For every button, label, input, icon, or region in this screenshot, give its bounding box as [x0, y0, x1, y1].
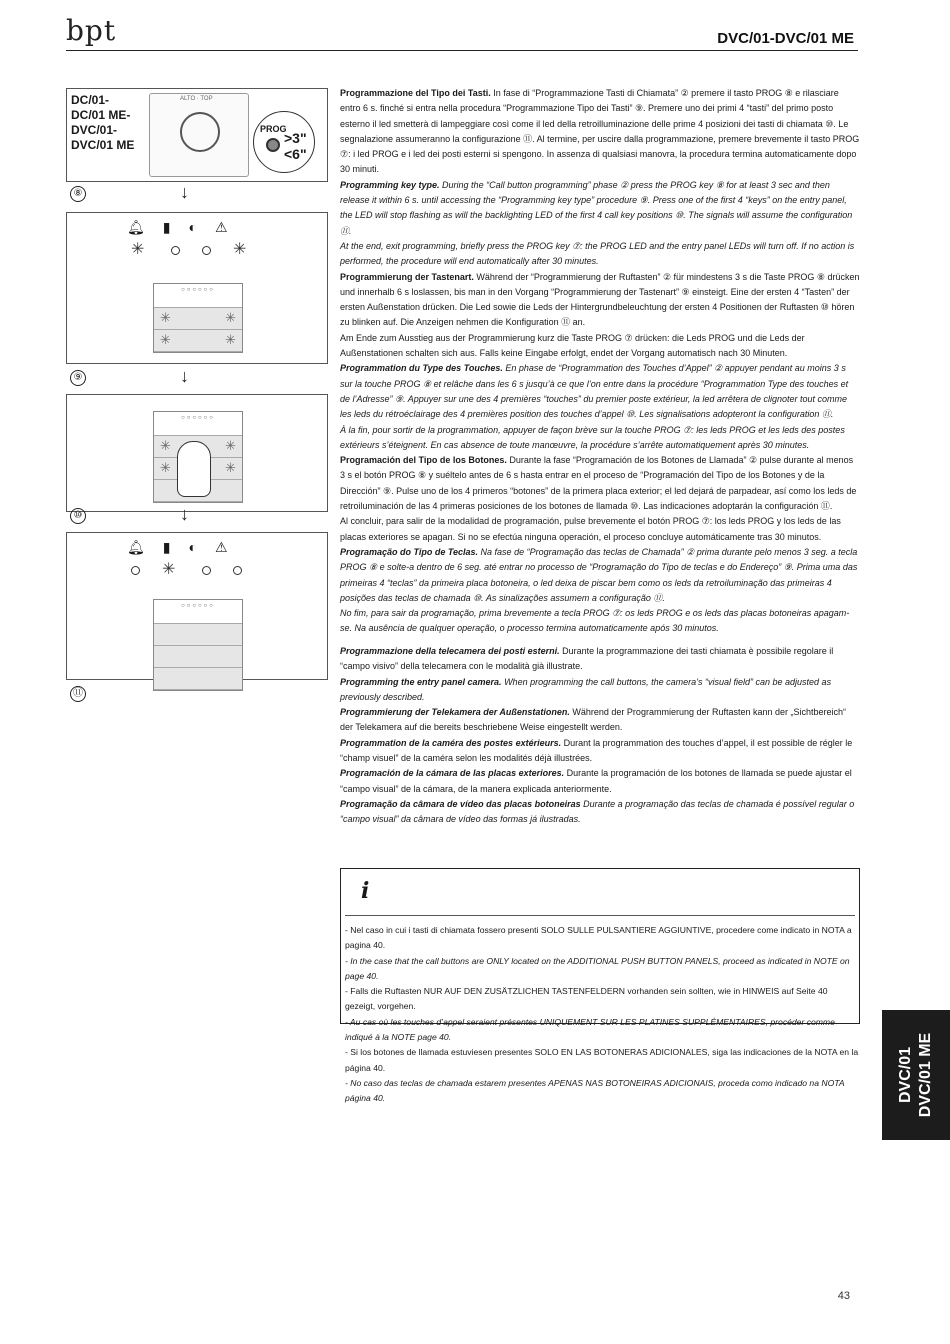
led-off	[233, 566, 242, 575]
keypad-leds: ○○○○○○	[154, 600, 242, 624]
body-fr: En phase de “Programmation des Touches d’Appel” ② appuyer pendant au moins 3 s sur la touche PROG ⑧ et relâche dans les 6 s jusqu’à ce que l’on entre dans la procédure “Programmation Type des touches et de l’Adresse” ⑨. Appuyer sur une des 4 premières “touches” du premier poste extérieur, la led arrêtera de clignoter tout comme les leds du rétroéclairage des 4 premières position des touches d’appel ⑩. Les signalisations adopteront la configuration ⑪.	[340, 363, 849, 420]
call-key	[154, 308, 242, 330]
press-time-min: >3"	[284, 130, 307, 146]
camera-de	[340, 705, 860, 736]
keypad-leds: ○○○○○○	[154, 412, 242, 436]
speech-icon: ◐	[188, 219, 197, 235]
paragraph-it	[340, 86, 860, 178]
bell-icon: 🔔︎	[127, 539, 145, 555]
info-icon: i	[361, 878, 370, 904]
speech-icon: ◐	[188, 539, 197, 555]
camera-heading-it: Programmazione della telecamera dei posti esterni.	[340, 646, 560, 656]
led-blinking	[131, 241, 149, 259]
model-label: DC/01 ME-	[71, 108, 131, 122]
camera-heading-pt: Programação da câmara de vídeo das placas botoneiras	[340, 798, 581, 809]
paragraph-en	[340, 178, 860, 239]
model-list	[71, 93, 145, 153]
led-off	[202, 566, 211, 575]
heading-it: Programmazione del Tipo dei Tasti.	[340, 88, 491, 98]
camera-heading-de: Programmierung der Telekamera der Außenstationen.	[340, 707, 570, 718]
keypad-leds: ○○○○○○	[154, 284, 242, 308]
arrow-down-icon: ↓	[180, 504, 189, 524]
heading-es: Programación del Tipo de los Botones.	[340, 455, 507, 466]
note-item: - In the case that the call buttons are ONLY located on the ADDITIONAL PUSH BUTTON PANELS, proceed as indicated in NOTE on page 40.	[345, 955, 850, 981]
section-tab-line2: DVC/01 ME	[917, 1032, 934, 1118]
prog-label: PROG	[260, 124, 287, 134]
led-off	[131, 566, 140, 575]
page-number: 43	[837, 1290, 850, 1302]
device-board	[149, 93, 249, 177]
led-blinking	[233, 241, 251, 259]
led-blinking	[162, 561, 180, 579]
paragraph-fr	[340, 361, 860, 422]
camera-heading-fr: Programmation de la caméra des postes extérieurs.	[340, 737, 562, 748]
step-number: ⑩	[70, 508, 86, 524]
camera-pt	[340, 797, 860, 828]
paragraph-fr-2: À la fin, pour sortir de la programmation, appuyer de façon brève sur la touche PROG ⑦: les leds PROG et les leds des postes extérieurs s’éteignent. En cas absence de toute manœuvre, la procédure s’arrête automatiquement après 30 minutes.	[340, 424, 845, 450]
paragraph-pt	[340, 545, 860, 606]
alarm-icon: ⚠︎	[214, 219, 228, 235]
note-item: - No caso das teclas de chamada estarem presentes APENAS NAS BOTONEIRAS ADICIONAIS, proceda como indicado na NOTA página 40.	[345, 1077, 845, 1104]
heading-pt: Programação do Tipo de Teclas.	[340, 546, 479, 557]
door-icon: ▮	[162, 539, 171, 555]
paragraph-en-2: At the end, exit programming, briefly press the PROG key ⑦: the PROG LED and the entry panel LEDs will turn off. If no action is performed, the procedure will end automatically after 30 minutes.	[340, 240, 855, 267]
camera-body-es: Durante la programación de los botones de llamada se puede ajustar el “campo visual” de la cámara, de la manera explicada anteriormente.	[340, 768, 852, 794]
arrow-down-icon: ↓	[180, 366, 189, 386]
keypad	[153, 599, 243, 691]
paragraph-de	[340, 270, 860, 331]
alto-top-label: ALTO · TOP	[180, 96, 213, 102]
body-it: In fase di “Programmazione Tasti di Chiamata” ② premere il tasto PROG ⑧ e rilasciare entro 6 s. finché si entra nella procedura “Programmazione Tipo dei Tasti” ⑨. Premere uno dei primi 4 “tasti” del primo posto esterno il led smetterà di lampeggiare così come il led della retroilluminazione delle prime 4 posizioni dei tasti di chiamata ⑩. Le segnalazione assumeranno la configurazione ⑪. Al termine, per uscire dalla programmazione, premere brevemente il tasto PROG ⑦: i led PROG e i led dei posti esterni si spengono. In assenza di qualsiasi manovra, la procedura termina automaticamente dopo 30 minuti.	[340, 88, 860, 175]
body-pt: Na fase de “Programação das teclas de Chamada” ② prima durante pelo menos 3 seg. a tecla PROG ⑧ e solte-a dentro de 6 seg. até entrar no processo de “Programação do Tipo de teclas e do Endereço” ⑨. Prima uma das primeiras 4 “teclas” da primeira placa botoneira, o led deixa de piscar bem como os leds da retroiluminação das primeiras 4 posições das teclas de chamada ⑩. As sinalizações assumem a configuração ⑪.	[340, 546, 858, 603]
note-item: - Au cas où les touches d’appel seraient présentes UNIQUEMENT SUR LES PLATINES SUPPLÉMENTAIRES, procéder comme indiqué à la NOTE page 40.	[345, 1016, 835, 1043]
paragraph-de-2: Am Ende zum Ausstieg aus der Programmierung kurz die Taste PROG ⑦ drücken: die Leds PROG und die Leds der Außenstationen schalten sich aus. Falls keine Eingabe erfolgt, endet der Vorgang automatisch nach 30 Minuten.	[340, 332, 805, 359]
step-number: ⑧	[70, 186, 86, 202]
led-icons	[127, 219, 228, 236]
header-divider	[66, 50, 858, 51]
led-off	[171, 246, 180, 255]
section-tab	[882, 1010, 950, 1140]
camera-dial	[180, 112, 220, 152]
door-icon: ▮	[162, 219, 171, 235]
camera-heading-en: Programming the entry panel camera.	[340, 676, 502, 687]
camera-body-en: When programming the call buttons, the camera’s “visual field” can be adjusted as previously described.	[340, 676, 832, 702]
step-panel	[66, 532, 328, 680]
finger-press-icon	[177, 441, 211, 497]
press-time-max: <6"	[284, 146, 307, 162]
step-number: ⑨	[70, 370, 86, 386]
body-en: During the “Call button programming” phase ② press the PROG key ⑧ for at least 3 sec and then release it within 6 s. until accessing the “Programming key type” procedure ⑨. Press one of the first 4 “keys” on the entry panel, the LED will stop flashing as will the backlighting LED of the first 4 call key positions ⑩. The signals will assume the configuration ⑪.	[340, 179, 853, 236]
camera-it	[340, 644, 860, 675]
led-row	[131, 241, 251, 259]
call-key	[154, 668, 242, 690]
heading-fr: Programmation du Type des Touches.	[340, 363, 503, 374]
model-label: DVC/01 ME	[71, 138, 135, 152]
camera-en	[340, 675, 860, 706]
prog-button-zoom	[253, 111, 315, 173]
paragraph-pt-2: No fim, para sair da programação, prima brevemente a tecla PROG ⑦: os leds PROG e os leds das placas botoneiras apagam-se. Na ausência de qualquer operação, o processo termina automaticamente após 30 minutos.	[340, 608, 850, 634]
step-panel	[66, 212, 328, 364]
call-key	[154, 330, 242, 352]
bell-icon: 🔔︎	[127, 219, 145, 235]
camera-es	[340, 766, 860, 797]
step-panel	[66, 394, 328, 512]
call-key	[154, 624, 242, 646]
bpt-logo: bpt	[66, 14, 117, 47]
page-header-model: DVC/01-DVC/01 ME	[717, 30, 854, 47]
camera-instructions	[340, 644, 860, 828]
camera-body-de: Während der Programmierung der Ruftasten kann der „Sichtbereich“ der Telekamera auf die bereits beschriebene Weise eingestellt werden.	[340, 707, 847, 733]
model-label: DVC/01-	[71, 123, 118, 137]
keypad	[153, 283, 243, 353]
prog-button	[266, 138, 280, 152]
camera-body-it: Durante la programmazione dei tasti chiamata è possibile regolare il “campo visivo” della telecamera con le modalità già illustrate.	[340, 646, 834, 672]
led-off	[202, 246, 211, 255]
note-item: - Nel caso in cui i tasti di chiamata fossero presenti SOLO SULLE PULSANTIERE AGGIUNTIVE, procedere come indicato in NOTA a pagina 40.	[345, 925, 852, 951]
step-number: ⑪	[70, 686, 86, 702]
note-divider	[345, 915, 855, 916]
section-tab-line1: DVC/01	[897, 1046, 914, 1104]
note-item: - Si los botones de llamada estuviesen presentes SOLO EN LAS BOTONERAS ADICIONALES, siga las indicaciones de la NOTA en la página 40.	[345, 1047, 859, 1073]
note-box	[340, 868, 860, 1104]
key-type-instructions	[340, 86, 860, 637]
camera-body-pt: Durante a programação das teclas de chamada é possível regular o “campo visual” da câmara de vídeo das formas já ilustradas.	[340, 798, 855, 825]
call-key	[154, 646, 242, 668]
body-es: Durante la fase “Programación de los Botones de Llamada” ② pulse durante al menos 3 s el botón PROG ⑧ y suéltelo antes de 6 s hasta entrar en el proceso de “Programación del Tipo de los Botones y de la Dirección” ⑨. Pulse uno de los 4 primeros “botones” de la primera placa exterior; el led dejará de parpadear, así como los leds de retroiluminación de las 4 primeras posiciones de los botones de llamada ⑩. Las indicaciones adoptarán la configuración ⑪.	[340, 455, 857, 512]
led-icons	[127, 539, 228, 556]
camera-body-fr: Durant la programmation des touches d’appel, il est possible de régler le “champ visuel” de la caméra selon les modalités déjà illustrées.	[340, 737, 853, 764]
note-list	[345, 923, 859, 1107]
paragraph-es	[340, 453, 860, 514]
heading-en: Programming key type.	[340, 179, 440, 190]
body-de: Während der “Programmierung der Ruftasten” ② für mindestens 3 s die Taste PROG ⑧ drücken und innerhalb 6 s loslassen, bis man in den Vorgang “Programmierung der Tastenart” ⑨ einsteigt. Eine der ersten 4 “Tasten” der ersten Außenstation drücken. Die Led sowie die Leds der Hintergrundbeleuchtung der ersten 4 Positionen der Ruftasten ⑩ hören zu blinken auf. Die Anzeigen nehmen die Konfiguration ⑪ an.	[340, 271, 860, 328]
arrow-down-icon: ↓	[180, 182, 189, 202]
paragraph-es-2: Al concluir, para salir de la modalidad de programación, pulse brevemente el botón PROG ⑦: los leds PROG y los leds de las placas exteriores se apagan. Si no se efectúa ninguna operación, el proceso concluye automáticamente tras 30 minutos.	[340, 516, 841, 542]
alarm-icon: ⚠︎	[214, 539, 228, 555]
model-label: DC/01-	[71, 93, 110, 107]
note-item: - Falls die Ruftasten NUR AUF DEN ZUSÄTZLICHEN TASTENFELDERN vorhanden sein sollten, wie in HINWEIS auf Seite 40 gezeigt, vorgehen.	[345, 986, 828, 1012]
device-model-box	[66, 88, 328, 182]
camera-fr	[340, 736, 860, 767]
led-row	[131, 561, 242, 579]
heading-de: Programmierung der Tastenart.	[340, 271, 474, 282]
camera-heading-es: Programación de la cámara de las placas exteriores.	[340, 768, 565, 779]
